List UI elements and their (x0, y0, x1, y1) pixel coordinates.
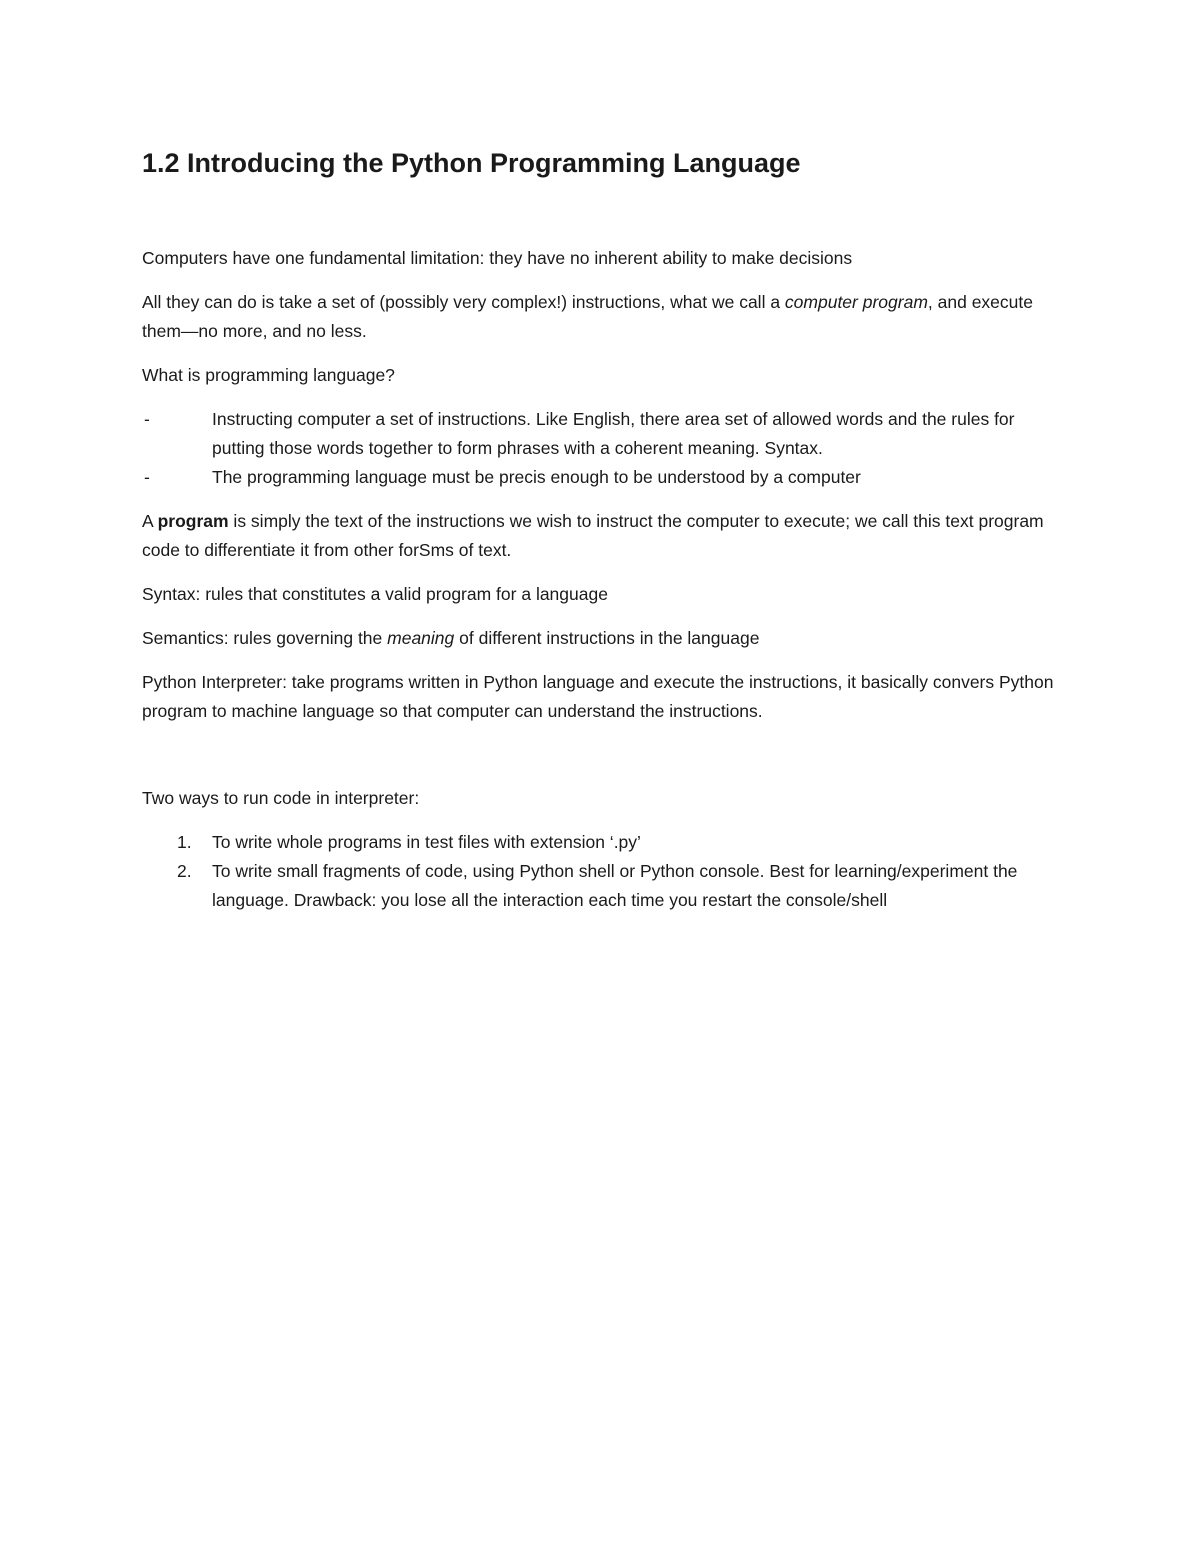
number-marker: 2. (177, 861, 192, 881)
paragraph-program-lead: A (142, 511, 158, 531)
paragraph-python-interpreter: Python Interpreter: take programs written in Python language and execute the instructions, it basically convers Python program to machine language so that computer can understand the instructions. (142, 672, 1054, 721)
page-title: 1.2 Introducing the Python Programming Language (142, 148, 801, 178)
paragraph-semantics-end: of different instructions in the language (454, 628, 760, 648)
document-content (142, 145, 1062, 915)
list-item-text: To write whole programs in test files with extension ‘.py’ (212, 832, 641, 852)
list-item (142, 463, 1062, 492)
term-program: program (157, 511, 229, 531)
paragraph-all-they-can-do-end: , and execute them—no more, and no less. (142, 292, 1033, 341)
dash-list (142, 405, 1062, 492)
paragraph-what-is-programming-language: What is programming language? (142, 365, 395, 385)
paragraph-program-definition (142, 507, 1062, 565)
dash-marker: - (144, 409, 150, 429)
paragraph-all-they-can-do-start: All they can do is take a set of (possibly very complex!) instructions, what we call a (142, 292, 785, 312)
paragraph-program-rest: is simply the text of the instructions we wish to instruct the computer to execute; we call this text program code to differentiate it from other forSms of text. (142, 511, 1044, 560)
term-computer-program: computer program (784, 292, 928, 312)
list-item (142, 857, 1062, 915)
list-item (142, 828, 1062, 857)
paragraph-limitation: Computers have one fundamental limitation: they have no inherent ability to make decisions (142, 248, 853, 268)
list-item-text: Instructing computer a set of instructions. Like English, there area set of allowed words and the rules for putting those words together to form phrases with a coherent meaning. Syntax. (212, 409, 1015, 458)
list-item-text: To write small fragments of code, using Python shell or Python console. Best for learning/experiment the language. Drawback: you lose all the interaction each time you restart the console/shell (212, 861, 1018, 910)
dash-marker: - (144, 467, 150, 487)
list-item-text: The programming language must be precis enough to be understood by a computer (212, 467, 861, 487)
document-body (142, 244, 1062, 915)
number-marker: 1. (177, 832, 192, 852)
paragraph-two-ways: Two ways to run code in interpreter: (142, 788, 420, 808)
paragraph-semantics-start: Semantics: rules governing the (142, 628, 388, 648)
paragraph-all-they-can-do (142, 288, 1062, 346)
paragraph-syntax: Syntax: rules that constitutes a valid program for a language (142, 584, 608, 604)
term-meaning: meaning (387, 628, 455, 648)
numbered-list (142, 828, 1062, 915)
list-item (142, 405, 1062, 463)
paragraph-semantics (142, 624, 1062, 653)
